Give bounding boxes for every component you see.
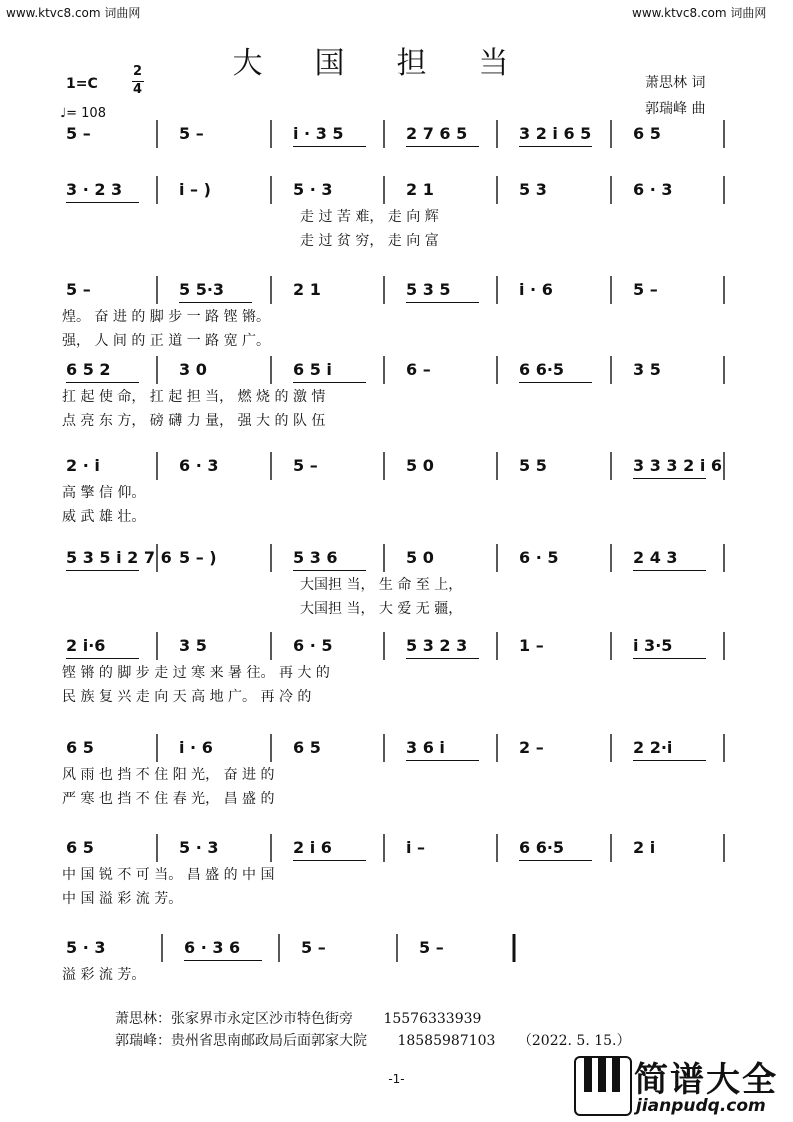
measure: 3 6 i <box>406 738 445 757</box>
beam-line <box>519 860 592 861</box>
beam-line <box>406 658 479 659</box>
lyrics-verse-2: 民 族 复 兴 走 向 天 高 地 广。 再 冷 的 <box>62 689 312 705</box>
composer-credit: 郭瑞峰 曲 <box>645 101 706 117</box>
beam-line <box>66 658 139 659</box>
measure: 3 5 <box>633 360 661 379</box>
measure: 6 · 5 <box>519 548 559 567</box>
measure: 5 3 6 <box>293 548 338 567</box>
beam-line <box>293 146 366 147</box>
beam-line <box>293 860 366 861</box>
measure: 5 · 3 <box>293 180 333 199</box>
lyrics-verse-1: 溢 彩 流 芳。 <box>62 967 146 983</box>
measure: 1 – <box>519 636 544 655</box>
measure: 5 – <box>66 280 91 299</box>
bar-lines <box>48 930 728 964</box>
measure: 2 1 <box>293 280 321 299</box>
beam-line <box>184 960 262 961</box>
lyrics-verse-1: 中 国 锐 不 可 当。 昌 盛 的 中 国 <box>62 867 275 883</box>
score-line <box>48 540 728 574</box>
bar-lines <box>48 116 728 150</box>
lyrics-verse-2: 大国担 当， 大 爱 无 疆， <box>300 601 463 617</box>
beam-line <box>66 382 139 383</box>
measure: 6 6·5 <box>519 838 565 857</box>
lyrics-verse-1: 风 雨 也 挡 不 住 阳 光， 奋 进 的 <box>62 767 275 783</box>
lyrics-verse-2: 中 国 溢 彩 流 芳。 <box>62 891 183 907</box>
site-watermark-left: www.ktvc8.com 词曲网 <box>6 6 141 20</box>
measure: 3 2 i 6 5 <box>519 124 592 143</box>
measure: 5 3 5 i 2 7 6 <box>66 548 172 567</box>
measure: 6 5 i <box>293 360 332 379</box>
measure: 5 5 <box>519 456 547 475</box>
beam-line <box>66 570 139 571</box>
measure: i · 6 <box>519 280 553 299</box>
measure: 6 · 3 6 <box>184 938 241 957</box>
beam-line <box>293 382 366 383</box>
measure: 5 · 3 <box>66 938 106 957</box>
beam-line <box>633 478 706 479</box>
measure: 6 6·5 <box>519 360 565 379</box>
beam-line <box>179 302 252 303</box>
measure: 2 – <box>519 738 544 757</box>
bar-lines <box>48 830 728 864</box>
measure: 6 · 5 <box>293 636 333 655</box>
measure: 5 3 <box>519 180 547 199</box>
beam-line <box>519 382 592 383</box>
beam-line <box>519 146 592 147</box>
page-number: -1- <box>388 1072 405 1086</box>
score-line <box>48 930 728 964</box>
beam-line <box>406 146 479 147</box>
bar-lines <box>48 172 728 206</box>
measure: 5 – ) <box>179 548 217 567</box>
measure: 3 5 <box>179 636 207 655</box>
score-line <box>48 448 728 482</box>
score-line <box>48 172 728 206</box>
measure: 5 0 <box>406 456 434 475</box>
measure: 2 i·6 <box>66 636 106 655</box>
beam-line <box>406 302 479 303</box>
measure: 3 3 3 2 i 6 <box>633 456 722 475</box>
logo-brand-text: 简谱大全 <box>634 1060 778 1100</box>
contact-1-address: 萧思林：张家界市永定区沙市特色街旁 <box>115 1011 353 1027</box>
beam-line <box>633 570 706 571</box>
measure: 5 – <box>419 938 444 957</box>
lyricist-credit: 萧思林 词 <box>645 75 706 91</box>
bar-lines <box>48 272 728 306</box>
score-date: （2022. 5. 15.） <box>517 1033 631 1049</box>
measure: 5 – <box>301 938 326 957</box>
measure: 2 1 <box>406 180 434 199</box>
footer-contact-2 <box>115 1030 631 1050</box>
contact-1-phone: 15576333939 <box>383 1011 482 1027</box>
contact-2-address: 郭瑞峰：贵州省思南邮政局后面郭家大院 <box>115 1033 367 1049</box>
measure: i · 3 5 <box>293 124 344 143</box>
site-watermark-right: www.ktvc8.com 词曲网 <box>632 6 767 20</box>
score-line <box>48 116 728 150</box>
score-line <box>48 628 728 662</box>
measure: 2 · i <box>66 456 100 475</box>
measure: 2 2·i <box>633 738 673 757</box>
measure: 6 – <box>406 360 431 379</box>
measure: i 3·5 <box>633 636 673 655</box>
measure: 6 5 <box>66 838 94 857</box>
measure: 5 – <box>633 280 658 299</box>
measure: 5 – <box>179 124 204 143</box>
site-logo <box>570 1052 792 1118</box>
lyrics-verse-2: 点 亮 东 方， 磅 礴 力 量， 强 大 的 队 伍 <box>62 413 326 429</box>
beam-line <box>66 202 139 203</box>
lyrics-verse-2: 走 过 贫 穷， 走 向 富 <box>300 233 439 249</box>
measure: 5 0 <box>406 548 434 567</box>
tempo-marking: ♩= 108 <box>60 106 106 121</box>
measure: 6 5 <box>293 738 321 757</box>
measure: 6 5 <box>66 738 94 757</box>
lyrics-verse-1: 煌。 奋 进 的 脚 步 一 路 铿 锵。 <box>62 309 271 325</box>
lyrics-verse-1: 大国担 当， 生 命 至 上， <box>300 577 463 593</box>
lyrics-verse-1: 走 过 苦 难， 走 向 辉 <box>300 209 439 225</box>
meter-top: 2 <box>133 64 143 79</box>
lyrics-verse-2: 威 武 雄 壮。 <box>62 509 146 525</box>
bar-lines <box>48 352 728 386</box>
measure: 6 5 2 <box>66 360 111 379</box>
score-line <box>48 830 728 864</box>
measure: 5 – <box>293 456 318 475</box>
beam-line <box>406 760 479 761</box>
measure: i · 6 <box>179 738 213 757</box>
lyrics-verse-2: 强， 人 间 的 正 道 一 路 宽 广。 <box>62 333 271 349</box>
beam-line <box>293 570 366 571</box>
measure: 6 · 3 <box>179 456 219 475</box>
piano-icon <box>574 1056 632 1116</box>
lyrics-verse-2: 严 寒 也 挡 不 住 春 光， 昌 盛 的 <box>62 791 275 807</box>
lyrics-verse-1: 铿 锵 的 脚 步 走 过 寒 来 暑 往。 再 大 的 <box>62 665 330 681</box>
measure: 6 · 3 <box>633 180 673 199</box>
lyrics-verse-1: 高 擎 信 仰。 <box>62 485 146 501</box>
measure: 3 0 <box>179 360 207 379</box>
measure: 2 7 6 5 <box>406 124 468 143</box>
footer-contact-1 <box>115 1008 481 1028</box>
measure: 3 · 2 3 <box>66 180 123 199</box>
bar-lines <box>48 448 728 482</box>
beam-line <box>633 760 706 761</box>
measure: 5 5·3 <box>179 280 225 299</box>
score-line <box>48 730 728 764</box>
score-line <box>48 352 728 386</box>
bar-lines <box>48 628 728 662</box>
logo-url-text: jianpudq.com <box>636 1096 766 1116</box>
measure: 5 · 3 <box>179 838 219 857</box>
measure: 5 3 5 <box>406 280 451 299</box>
contact-2-phone: 18585987103 <box>397 1033 496 1049</box>
measure: 5 – <box>66 124 91 143</box>
lyrics-verse-1: 扛 起 使 命， 扛 起 担 当， 燃 烧 的 激 情 <box>62 389 326 405</box>
beam-line <box>633 658 706 659</box>
measure: 2 i <box>633 838 656 857</box>
score-line <box>48 272 728 306</box>
song-title: 大国担当 <box>232 46 561 81</box>
measure: i – ) <box>179 180 211 199</box>
measure: 5 3 2 3 <box>406 636 468 655</box>
bar-lines <box>48 730 728 764</box>
key-signature: 1=C <box>66 76 98 92</box>
meter-bottom: 4 <box>133 82 143 97</box>
measure: i – <box>406 838 426 857</box>
measure: 2 i 6 <box>293 838 332 857</box>
measure: 2 4 3 <box>633 548 678 567</box>
measure: 6 5 <box>633 124 661 143</box>
